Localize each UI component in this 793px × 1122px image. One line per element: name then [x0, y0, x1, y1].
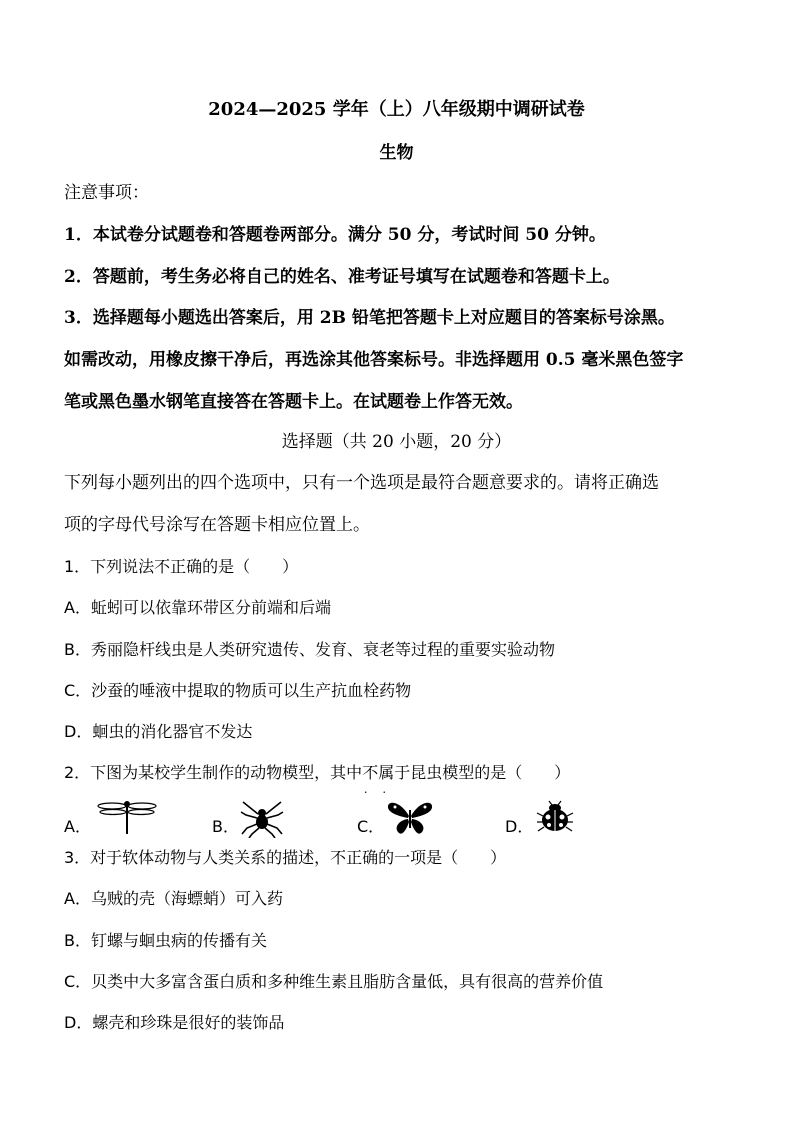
- section-heading: 选择题（共 20 小题，20 分）: [281, 432, 512, 452]
- section-intro-line-2: 项的字母代号涂写在答题卡相应位置上。: [64, 515, 370, 535]
- notice-item-1: 1．本试卷分试题卷和答题卷两部分。满分 50 分，考试时间 50 分钟。: [64, 225, 606, 245]
- q3-option-a: A．乌贼的壳（海螵蛸）可入药: [64, 889, 283, 908]
- subject-title: 生物: [379, 143, 414, 163]
- q2-stem-before: 2．下图为某校学生制作的动物模型，其中: [64, 763, 363, 782]
- butterfly-icon: [387, 800, 433, 836]
- q2-option-a-label: A．: [64, 817, 91, 836]
- dragonfly-icon: [96, 800, 158, 836]
- q2-option-b-label: B．: [212, 817, 239, 836]
- q3-option-d: D．螺壳和珍珠是很好的装饰品: [64, 1013, 285, 1032]
- notice-item-3-line-2: 如需改动，用橡皮擦干净后，再选涂其他答案标号。非选择题用 0.5 毫米黑色签字: [64, 350, 684, 370]
- q1-stem: 1．下列说法不正确的是（ ）: [64, 557, 299, 576]
- q1-option-a: A．蚯蚓可以依靠环带区分前端和后端: [64, 598, 331, 617]
- q2-stem-emphasis: 不属于 • •: [362, 762, 410, 784]
- q1-option-c: C．沙蚕的唾液中提取的物质可以生产抗血栓药物: [64, 681, 412, 700]
- notice-item-3-line-1: 3．选择题每小题选出答案后，用 2B 铅笔把答题卡上对应题目的答案标号涂黑。: [64, 308, 675, 328]
- section-intro-line-1: 下列每小题列出的四个选项中，只有一个选项是最符合题意要求的。请将正确选: [64, 473, 659, 493]
- q2-option-c-label: C．: [357, 817, 385, 836]
- q2-stem: [64, 762, 570, 784]
- q3-option-b: B．钉螺与蛔虫病的传播有关: [64, 931, 267, 950]
- q1-option-b: B．秀丽隐杆线虫是人类研究遗传、发育、衰老等过程的重要实验动物: [64, 640, 555, 659]
- notice-item-2: 2．答题前，考生务必将自己的姓名、准考证号填写在试题卷和答题卡上。: [64, 267, 620, 287]
- notice-item-3-line-3: 笔或黑色墨水钢笔直接答在答题卡上。在试题卷上作答无效。: [64, 392, 523, 412]
- q2-option-d-label: D．: [505, 817, 534, 836]
- q2-stem-after: 昆虫模型的是（ ）: [410, 763, 571, 782]
- ladybug-icon: [535, 800, 575, 834]
- q3-option-c: C．贝类中大多富含蛋白质和多种维生素且脂肪含量低，具有很高的营养价值: [64, 972, 604, 991]
- q1-option-d: D．蛔虫的消化器官不发达: [64, 722, 253, 741]
- spider-icon: [240, 800, 284, 838]
- notice-heading: 注意事项：: [64, 183, 149, 203]
- q3-stem: 3．对于软体动物与人类关系的描述，不正确的一项是（ ）: [64, 848, 507, 867]
- exam-title: 2024—2025 学年（上）八年级期中调研试卷: [208, 99, 585, 120]
